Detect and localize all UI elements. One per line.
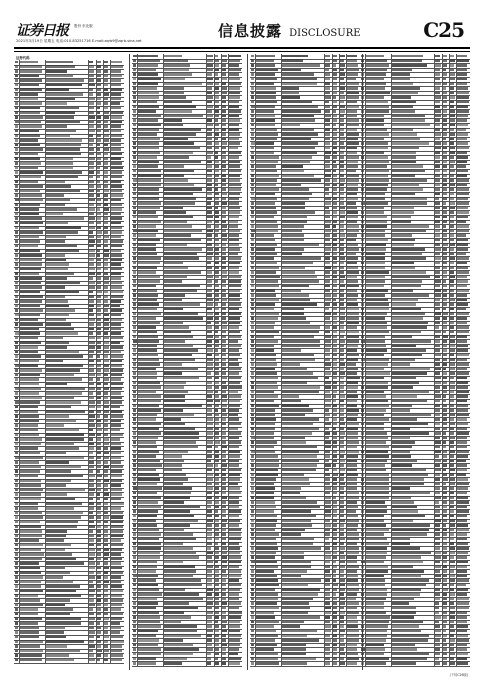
- table-column-header: 证券代码: [16, 56, 30, 60]
- column-divider: [129, 54, 130, 670]
- section-title: [218, 20, 361, 41]
- table-column-4: [360, 54, 470, 670]
- table-row: [14, 658, 124, 664]
- section-title-en: DISCLOSURE: [289, 28, 361, 39]
- section-title-cn: 信息披露: [218, 22, 283, 40]
- table-column-2: [132, 54, 242, 670]
- column-divider: [247, 54, 248, 670]
- dateline: 2021年3月19日 星期五 电话:010-83251716 E-mail:zqrb9@zqrb.sina.net: [16, 39, 142, 43]
- masthead-rule-thin: [14, 51, 470, 52]
- table-row: [360, 661, 470, 667]
- page-number: C25: [423, 18, 464, 42]
- masthead-rule-thick: [14, 47, 470, 49]
- masthead: [14, 18, 470, 46]
- table-column-1: [14, 54, 124, 670]
- newspaper-logo: 证券日报: [16, 23, 68, 39]
- table-column-3: [250, 54, 360, 670]
- logo-subtitle: 股份 东北版: [74, 24, 93, 28]
- continued-note: (下转C26版): [449, 673, 468, 677]
- table-row: [132, 661, 242, 667]
- table-row: [250, 661, 360, 667]
- disclosure-table: [14, 54, 470, 670]
